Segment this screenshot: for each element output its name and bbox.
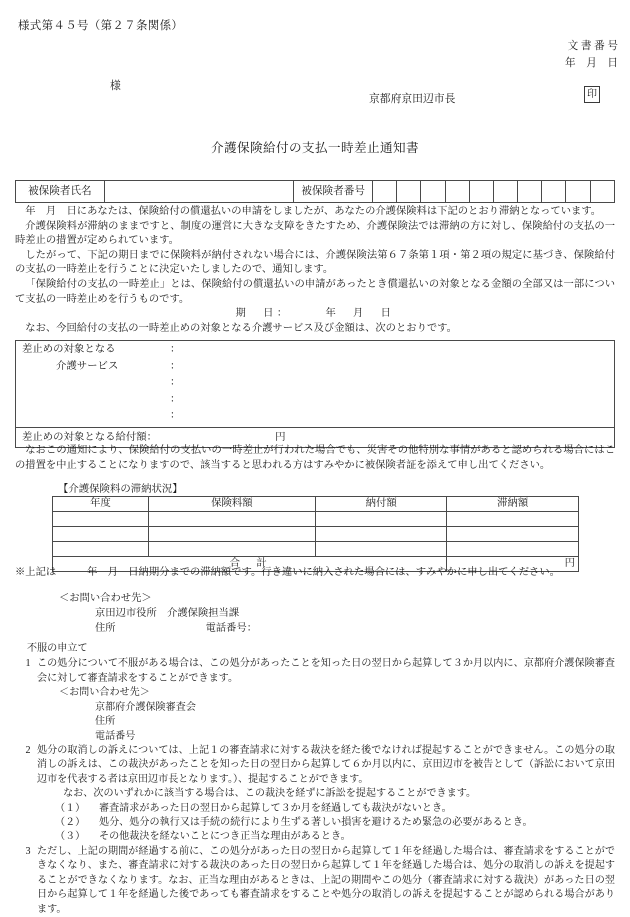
service-row-5	[22, 408, 614, 425]
arrears-cell[interactable]	[315, 542, 447, 557]
body-paragraphs	[15, 205, 615, 336]
arrears-col-fiscal-year: 年度	[53, 497, 149, 512]
arrears-col-premium: 保険料額	[148, 497, 315, 512]
seal-stamp-box: 印	[584, 86, 600, 103]
arrears-cell[interactable]	[148, 527, 315, 542]
body-paragraph-4: 「保険給付の支払の一時差止」とは、保険給付の償還払いの申請があったとき償還払いの対象となる金額の全部又は一部について支払の一時差止めを行うものです。	[15, 279, 615, 305]
deadline-date: 年 月 日	[325, 308, 395, 320]
arrears-cell[interactable]	[53, 527, 149, 542]
appeal-subitem-2	[15, 816, 615, 830]
body-paragraph-2: 介護保険料が滞納のままですと、制度の運営に大きな支障をきたすため、介護保険法では滞納の方に対し、保険給付の支払の一時差止の措置が定められています。	[15, 220, 615, 247]
contact-primary-address-line	[15, 621, 257, 636]
service-label-line1: 差止めの対象となる	[22, 344, 116, 355]
document-meta	[565, 38, 618, 73]
arrears-cell[interactable]	[53, 512, 149, 527]
service-colon-3: ：	[170, 377, 181, 388]
appeal-subitem-3-number: （３）	[55, 831, 86, 843]
arrears-total-currency: 円	[447, 557, 579, 572]
service-colon-2: ：	[170, 360, 181, 372]
appeal-item-3-text: ただし、上記の期間が経過する前に、この処分があった日の翌日から起算して１年を経過した場合は、審査請求をすることができなくなり、また、審査請求に対する裁決のあった日の翌日から起算して１年を経過した場合は、処分の取消しの訴えを提起することができなくなります。なお、正当な理由があるときは、上記の期間やこの処分（審査請求に対する裁決）があった日の翌日から起算して１年を経過した後であっても審査請求をすることや処分の取消しの訴えを提起することが認められる場合があります。	[37, 845, 615, 915]
arrears-total-label: 合 計	[53, 557, 447, 572]
service-label-blank-4	[22, 392, 170, 409]
arrears-cell[interactable]	[315, 527, 447, 542]
arrears-col-paid: 納付額	[315, 497, 447, 512]
insured-number-cell-4[interactable]	[445, 181, 469, 203]
contact-secondary-tel-label: 電話番号	[95, 730, 136, 742]
body-paragraph-1: 年 月 日にあなたは、保険給付の償還払いの申請をしましたが、あなたの介護保険料は下記のとおり滞納となっています。	[25, 206, 602, 217]
addressee-suffix: 様	[110, 80, 121, 92]
contact-primary-address-label: 住所	[95, 623, 116, 635]
arrears-cell[interactable]	[53, 542, 149, 557]
service-row-1	[22, 342, 614, 359]
service-colon-1: ：	[170, 344, 181, 355]
insured-number-cell-1[interactable]	[372, 181, 396, 203]
service-row-3	[22, 375, 614, 392]
table-row	[16, 341, 615, 428]
service-label-blank-5	[22, 408, 170, 425]
arrears-status-table	[52, 496, 579, 572]
service-row-2	[22, 359, 614, 376]
insured-person-table	[15, 180, 615, 203]
arrears-cell[interactable]	[148, 542, 315, 557]
arrears-cell[interactable]	[315, 512, 447, 527]
appeal-item-3	[15, 845, 615, 917]
insured-number-cell-9[interactable]	[566, 181, 590, 203]
contact-primary-tel-label: 電話番号：	[205, 623, 258, 635]
appeal-item-1	[15, 657, 615, 686]
table-header-row	[53, 497, 579, 512]
appeal-item-2-text: 処分の取消しの訴えについては、上記１の審査請求に対する裁決を経た後でなければ提起することができません。この処分の取消しの訴えは、この裁決があったことを知った日の翌日から起算して６か月以内に、京田辺市を被告として（訴訟において京田辺市を代表する者は京田辺市長となります。）、提起することができます。	[37, 744, 615, 785]
table-row	[53, 512, 579, 527]
insured-name-value[interactable]	[104, 181, 294, 203]
arrears-cell[interactable]	[447, 512, 579, 527]
issuer-name: 京都府京田辺市長	[369, 93, 456, 105]
table-row	[53, 527, 579, 542]
service-label-blank-3	[22, 375, 170, 392]
insured-number-cell-10[interactable]	[590, 181, 614, 203]
service-colon-5: ：	[170, 410, 181, 421]
appeal-item-1-text: この処分について不服がある場合は、この処分があったことを知った日の翌日から起算して３か月以内に、京都府介護保険審査会に対して審査請求をすることができます。	[37, 658, 615, 684]
arrears-note-text: ※上記は 年 月 日納期分までの滞納額です。行き違いに納入された場合には、すみやかに申し出てください。	[15, 567, 560, 578]
table-row	[16, 181, 615, 203]
insured-number-cell-6[interactable]	[493, 181, 517, 203]
insured-name-label: 被保険者氏名	[16, 181, 105, 203]
appeal-subitem-3-text: その他裁決を経ないことにつき正当な理由があるとき。	[99, 831, 351, 843]
deadline-line	[15, 307, 615, 322]
contact-secondary-heading: ＜お問い合わせ先＞	[59, 687, 150, 699]
service-colon-4: ：	[170, 393, 181, 405]
appeal-subitem-2-number: （２）	[55, 817, 86, 829]
body-paragraph-3: したがって、下記の期日までに保険料が納付されない場合には、介護保険法第６７条第１項・第２項の規定に基づき、保険給付の支払の一時差止を行うことに決定いたしましたので、通知します。	[15, 249, 615, 276]
arrears-cell[interactable]	[148, 512, 315, 527]
body-paragraphs-2	[15, 444, 615, 473]
arrears-note	[15, 566, 615, 581]
body2-paragraph-1: なおこの通知により、保険給付の支払いの一時差止が行われた場合でも、災害その他特別な事情があると認められる場合にはこの措置を中止することになりますので、該当すると思われる方はすみやかに被保険者証を添えて申し出てください。	[15, 445, 615, 471]
insured-number-cell-7[interactable]	[518, 181, 542, 203]
appeal-item-2	[15, 744, 615, 787]
arrears-col-overdue: 滞納額	[447, 497, 579, 512]
appeal-section	[15, 642, 615, 917]
service-label-line2: 介護サービス	[56, 360, 119, 372]
page-title: 介護保険給付の支払一時差止通知書	[211, 141, 419, 155]
service-row-4	[22, 392, 614, 409]
contact-primary	[15, 591, 257, 636]
insured-number-cell-3[interactable]	[421, 181, 445, 203]
appeal-nao-text: なお、次のいずれかに該当する場合は、この裁決を経ずに訴訟を提起することができます。	[63, 788, 477, 800]
document-date-label: 年 月 日	[565, 58, 618, 70]
arrears-heading: 【介護保険料の滞納状況】	[58, 484, 183, 495]
appeal-subitem-3	[15, 830, 615, 844]
table-row	[53, 542, 579, 557]
arrears-cell[interactable]	[447, 527, 579, 542]
form-number: 様式第４５号（第２７条関係）	[18, 20, 184, 32]
deadline-label: 期 日：	[235, 308, 291, 320]
insured-number-cell-2[interactable]	[397, 181, 421, 203]
contact-secondary-name: 京都府介護保険審査会	[95, 701, 196, 713]
appeal-subitem-1	[15, 802, 615, 816]
appeal-item-2-number: 2	[25, 744, 31, 756]
contact-secondary-address-label: 住所	[95, 716, 116, 728]
suspended-amount-label: 差止めの対象となる給付額：	[22, 431, 158, 443]
insured-number-cell-8[interactable]	[542, 181, 566, 203]
document-number-label: 文 書 番 号	[567, 41, 618, 52]
appeal-heading: 不服の申立て	[27, 643, 88, 654]
appeal-subitem-2-text: 処分、処分の執行又は手続の続行により生ずる著しい損害を避けるため緊急の必要があるとき。	[99, 817, 533, 829]
body-paragraph-5: なお、今回給付の支払の一時差止めの対象となる介護サービス及び金額は、次のとおりです。	[25, 322, 457, 334]
contact-primary-office: 京田辺市役所 介護保険担当課	[95, 608, 240, 620]
contact-primary-heading: ＜お問い合わせ先＞	[59, 593, 152, 604]
insured-number-cell-5[interactable]	[469, 181, 493, 203]
suspended-amount-currency: 円	[275, 431, 286, 443]
appeal-subitem-1-text: 審査請求があった日の翌日から起算して３か月を経過しても裁決がないとき。	[99, 802, 452, 814]
arrears-cell[interactable]	[447, 542, 579, 557]
suspended-service-cell	[16, 341, 615, 428]
appeal-item-1-number: 1	[25, 658, 31, 670]
suspended-service-table	[15, 340, 615, 448]
insured-number-label: 被保険者番号	[294, 181, 373, 203]
appeal-item-3-number: 3	[25, 845, 31, 857]
appeal-subitem-1-number: （１）	[55, 802, 86, 814]
